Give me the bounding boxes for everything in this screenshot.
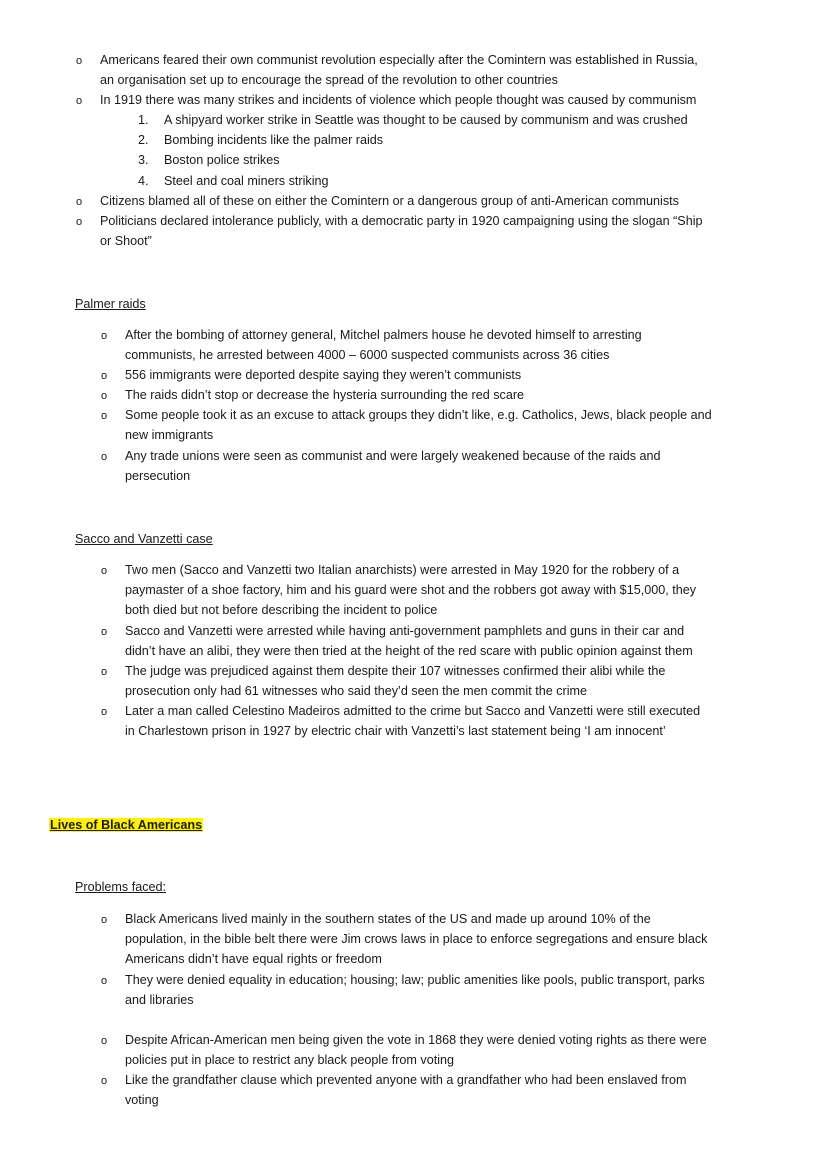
bullet-icon: o — [101, 914, 108, 926]
list-item-line: an organisation set up to encourage the spread of the revolution to other countries — [100, 73, 558, 87]
bullet-icon: o — [76, 216, 83, 228]
numbered-item: Boston police strikes — [164, 153, 280, 167]
list-item-line: After the bombing of attorney general, Mitchel palmers house he devoted himself to arresting — [125, 328, 642, 342]
list-item-line: Sacco and Vanzetti were arrested while having anti-government pamphlets and guns in their car and — [125, 624, 685, 638]
list-item-line: Any trade unions were seen as communist and were largely weakened because of the raids and — [125, 449, 661, 463]
bullet-icon: o — [101, 330, 108, 342]
bullet-icon: o — [101, 565, 108, 577]
list-item-line: in Charlestown prison in 1927 by electric chair with Vanzetti’s last statement being ‘I am innocent’ — [125, 724, 666, 738]
list-item-line: Despite African-American men being given the vote in 1868 they were denied voting rights as there were — [125, 1033, 707, 1047]
section-title — [49, 815, 203, 835]
list-item-line: or Shoot” — [100, 234, 152, 248]
bullet-icon: o — [101, 1075, 108, 1087]
list-item-line: Citizens blamed all of these on either the Comintern or a dangerous group of anti-American communists — [100, 194, 679, 208]
numbered-item: Steel and coal miners striking — [164, 174, 329, 188]
bullet-icon: o — [101, 706, 108, 718]
list-item-line: 556 immigrants were deported despite saying they weren’t communists — [125, 368, 522, 382]
list-item-line: They were denied equality in education; housing; law; public amenities like pools, public transport, parks — [125, 973, 705, 987]
bullet-icon: o — [101, 626, 108, 638]
list-item-line: voting — [125, 1093, 159, 1107]
list-item-line: Some people took it as an excuse to attack groups they didn’t like, e.g. Catholics, Jews, black people and — [125, 408, 712, 422]
list-item-line: and libraries — [125, 993, 194, 1007]
highlighted-title: Lives of Black Americans — [50, 818, 203, 832]
list-item-line: persecution — [125, 469, 191, 483]
bullet-icon: o — [101, 410, 108, 422]
bullet-icon: o — [101, 451, 108, 463]
list-item-line: In 1919 there was many strikes and incidents of violence which people thought was caused by communism — [100, 93, 697, 107]
list-item-line: Two men (Sacco and Vanzetti two Italian anarchists) were arrested in May 1920 for the robbery of a — [125, 563, 680, 577]
bullet-icon: o — [101, 975, 108, 987]
bullet-icon: o — [101, 666, 108, 678]
list-item-line: Americans feared their own communist revolution especially after the Comintern was established in Russia, — [100, 53, 698, 67]
list-item-line: both died but not before describing the incident to police — [125, 603, 438, 617]
list-item-line: didn’t have an alibi, they were then tried at the height of the red scare with public opinion against them — [125, 644, 693, 658]
list-number: 3. — [138, 153, 149, 167]
list-item-line: The judge was prejudiced against them despite their 107 witnesses confirmed their alibi while the — [125, 664, 666, 678]
list-number: 4. — [138, 174, 149, 188]
section-heading: Palmer raids — [75, 297, 146, 311]
bullet-icon: o — [101, 390, 108, 402]
list-item-line: Black Americans lived mainly in the southern states of the US and made up around 10% of the — [125, 912, 651, 926]
list-item-line: paymaster of a shoe factory, him and his guard were shot and the robbers got away with $15,000, they — [125, 583, 697, 597]
list-item-line: prosecution only had 61 witnesses who said they’d seen the men commit the crime — [125, 684, 588, 698]
list-item-line: population, in the bible belt there were Jim crows laws in place to enforce segregations and ensure black — [125, 932, 708, 946]
numbered-item: Bombing incidents like the palmer raids — [164, 133, 384, 147]
bullet-icon: o — [101, 1035, 108, 1047]
bullet-icon: o — [101, 370, 108, 382]
list-number: 1. — [138, 113, 149, 127]
list-item-line: Americans didn’t have equal rights or freedom — [125, 952, 382, 966]
list-item-line: new immigrants — [125, 428, 214, 442]
list-item-line: policies put in place to restrict any black people from voting — [125, 1053, 455, 1067]
bullet-icon: o — [76, 95, 83, 107]
section-heading: Sacco and Vanzetti case — [75, 532, 213, 546]
numbered-item: A shipyard worker strike in Seattle was thought to be caused by communism and was crushed — [164, 113, 688, 127]
list-item-line: Like the grandfather clause which prevented anyone with a grandfather who had been enslaved from — [125, 1073, 687, 1087]
bullet-icon: o — [76, 55, 83, 67]
list-item-line: Politicians declared intolerance publicly, with a democratic party in 1920 campaigning using the slogan “Ship — [100, 214, 703, 228]
bullet-icon: o — [76, 196, 83, 208]
list-item-line: Later a man called Celestino Madeiros admitted to the crime but Sacco and Vanzetti were still executed — [125, 704, 701, 718]
list-number: 2. — [138, 133, 149, 147]
list-item-line: communists, he arrested between 4000 – 6000 suspected communists across 36 cities — [125, 348, 610, 362]
list-item-line: The raids didn’t stop or decrease the hysteria surrounding the red scare — [125, 388, 525, 402]
section-heading: Problems faced: — [75, 880, 166, 894]
